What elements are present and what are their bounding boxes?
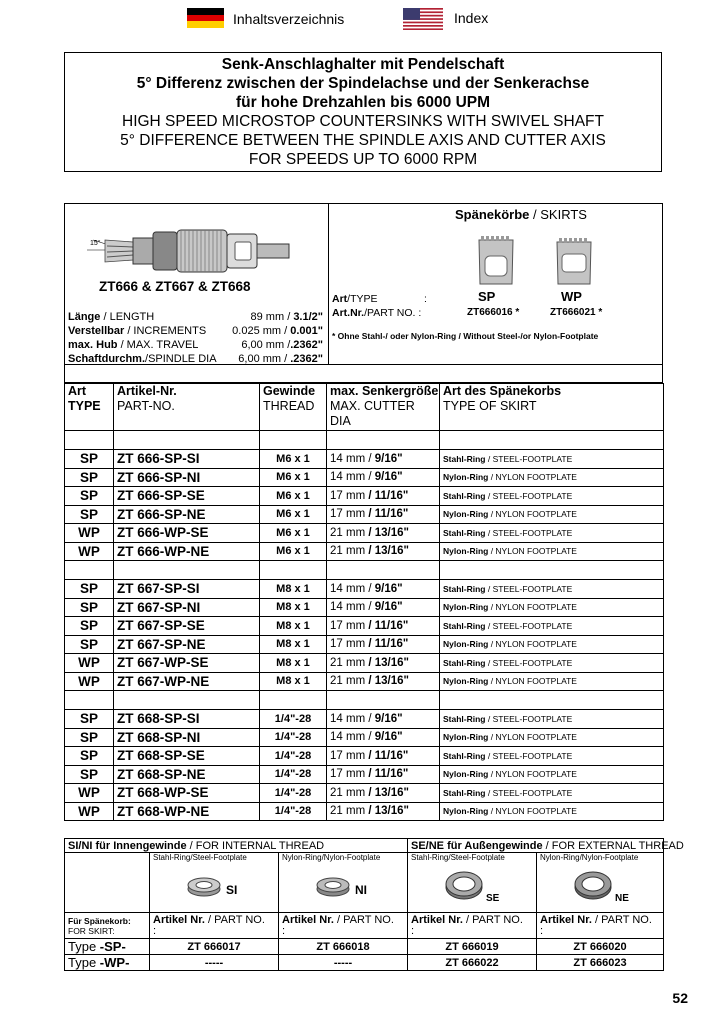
type-cell: SP xyxy=(65,617,114,636)
table-row xyxy=(65,635,664,654)
empty-cell xyxy=(440,691,664,710)
header-type: Art TYPE xyxy=(65,384,114,431)
cutter-dia-cell: 17 mm / 11/16" xyxy=(327,487,440,506)
art-nr-label: Artikel Nr. / PART NO. : xyxy=(279,913,408,939)
skirt-type-cell: Stahl-Ring / STEEL-FOOTPLATE xyxy=(440,524,664,543)
nylon-ring-internal-icon xyxy=(315,875,351,897)
nylon-ring-external-icon xyxy=(573,869,613,901)
skirt-type-cell: Stahl-Ring / STEEL-FOOTPLATE xyxy=(440,710,664,729)
part-cell: ZT 666017 xyxy=(150,939,279,955)
thread-cell: M6 x 1 xyxy=(260,505,327,524)
cutter-dia-cell: 21 mm / 13/16" xyxy=(327,784,440,803)
type-wp-label: Type -WP- xyxy=(65,955,150,971)
cutter-dia-cell: 21 mm / 13/16" xyxy=(327,672,440,691)
art-nr-label: Artikel Nr. / PART NO. : xyxy=(150,913,279,939)
title-line-2: 5° Differenz zwischen der Spindelachse und der Senkerachse xyxy=(136,75,590,92)
spacer-row xyxy=(65,561,664,580)
type-cell: WP xyxy=(65,654,114,673)
thread-cell: 1/4"-28 xyxy=(260,728,327,747)
colon: : xyxy=(424,293,427,305)
skirt-sp-name: SP xyxy=(478,289,496,304)
empty-cell xyxy=(65,561,114,580)
model-names: ZT666 & ZT667 & ZT668 xyxy=(99,279,251,294)
product-panel xyxy=(64,203,663,383)
table-row xyxy=(65,580,664,599)
type-sp-label: Type -SP- xyxy=(65,939,150,955)
footplate-ni: Nylon-Ring/Nylon-Footplate NI xyxy=(279,853,408,913)
thread-cell: M6 x 1 xyxy=(260,524,327,543)
type-cell: WP xyxy=(65,784,114,803)
footplate-ne: Nylon-Ring/Nylon-Footplate NE xyxy=(537,853,664,913)
skirt-type-cell: Nylon-Ring / NYLON FOOTPLATE xyxy=(440,542,664,561)
table-row xyxy=(65,710,664,729)
cutter-dia-cell: 14 mm / 9/16" xyxy=(327,728,440,747)
footplate-si: Stahl-Ring/Steel-Footplate SI xyxy=(150,853,279,913)
table-row xyxy=(65,524,664,543)
steel-ring-external-icon xyxy=(444,869,484,901)
table-row xyxy=(65,505,664,524)
table-row xyxy=(65,598,664,617)
cutter-dia-cell: 17 mm / 11/16" xyxy=(327,765,440,784)
art-type-label: Art/TYPE xyxy=(332,293,378,305)
part-number-cell: ZT 667-SP-NE xyxy=(114,635,260,654)
thread-cell: M6 x 1 xyxy=(260,542,327,561)
type-cell: SP xyxy=(65,505,114,524)
panel-divider xyxy=(328,204,329,364)
skirt-type-cell: Nylon-Ring / NYLON FOOTPLATE xyxy=(440,635,664,654)
internal-thread-heading: SI/NI für Innengewinde / FOR INTERNAL THREAD xyxy=(65,839,408,853)
spec-length-value: 89 mm / 3.1/2" xyxy=(250,311,323,323)
part-number-cell: ZT 666-SP-NE xyxy=(114,505,260,524)
art-nr-label: Artikel Nr. / PART NO. : xyxy=(408,913,537,939)
german-flag-icon[interactable] xyxy=(187,8,224,28)
title-box xyxy=(64,52,662,172)
skirts-title: Spänekörbe / SKIRTS xyxy=(455,207,587,222)
skirt-type-cell: Stahl-Ring / STEEL-FOOTPLATE xyxy=(440,654,664,673)
skirt-type-cell: Nylon-Ring / NYLON FOOTPLATE xyxy=(440,468,664,487)
empty-cell xyxy=(260,431,327,450)
cutter-dia-cell: 17 mm / 11/16" xyxy=(327,747,440,766)
table-row xyxy=(65,654,664,673)
type-cell: SP xyxy=(65,635,114,654)
part-number-cell: ZT 666-WP-SE xyxy=(114,524,260,543)
parts-table xyxy=(64,383,664,821)
skirts-note: * Ohne Stahl-/ oder Nylon-Ring / Without Steel-/or Nylon-Footplate xyxy=(332,331,599,341)
title-line-5: 5° DIFFERENCE BETWEEN THE SPINDLE AXIS AND CUTTER AXIS xyxy=(120,132,606,149)
skirt-type-cell: Nylon-Ring / NYLON FOOTPLATE xyxy=(440,505,664,524)
header-cutter: max. Senkergröße MAX. CUTTER DIA xyxy=(327,384,440,431)
cutter-dia-cell: 17 mm / 11/16" xyxy=(327,505,440,524)
empty-cell xyxy=(65,691,114,710)
type-cell: WP xyxy=(65,542,114,561)
part-number-cell: ZT 666-WP-NE xyxy=(114,542,260,561)
table-row xyxy=(65,450,664,469)
thread-cell: M8 x 1 xyxy=(260,635,327,654)
part-number-cell: ZT 667-WP-NE xyxy=(114,672,260,691)
cutter-dia-cell: 14 mm / 9/16" xyxy=(327,710,440,729)
thread-cell: M8 x 1 xyxy=(260,598,327,617)
part-cell: ZT 666022 xyxy=(408,955,537,971)
spec-spindle-dia-value: 6,00 mm / .2362" xyxy=(238,353,323,365)
cutter-dia-cell: 21 mm / 13/16" xyxy=(327,524,440,543)
angle-label: 15° xyxy=(90,240,101,247)
type-cell: SP xyxy=(65,710,114,729)
type-cell: SP xyxy=(65,487,114,506)
empty-cell xyxy=(327,431,440,450)
type-cell: WP xyxy=(65,524,114,543)
page-number: 52 xyxy=(672,990,688,1006)
empty-cell xyxy=(114,691,260,710)
title-line-3: für hohe Drehzahlen bis 6000 UPM xyxy=(235,94,491,111)
table-row xyxy=(65,487,664,506)
thread-cell: M8 x 1 xyxy=(260,617,327,636)
skirt-sp-part: ZT666016 * xyxy=(467,307,520,318)
part-number-cell: ZT 667-WP-SE xyxy=(114,654,260,673)
spec-increments-value: 0.025 mm / 0.001" xyxy=(232,325,323,337)
spec-spindle-dia: Schaftdurchm./SPINDLE DIA xyxy=(68,353,217,365)
us-flag-icon[interactable] xyxy=(403,8,443,30)
thread-cell: 1/4"-28 xyxy=(260,765,327,784)
table-row xyxy=(65,747,664,766)
header-thread: Gewinde THREAD xyxy=(260,384,327,431)
type-cell: SP xyxy=(65,747,114,766)
skirt-type-cell: Nylon-Ring / NYLON FOOTPLATE xyxy=(440,598,664,617)
part-cell: ZT 666020 xyxy=(537,939,664,955)
cutter-dia-cell: 14 mm / 9/16" xyxy=(327,468,440,487)
skirt-type-cell: Nylon-Ring / NYLON FOOTPLATE xyxy=(440,728,664,747)
table-row xyxy=(65,672,664,691)
thread-cell: M8 x 1 xyxy=(260,580,327,599)
skirt-type-cell: Stahl-Ring / STEEL-FOOTPLATE xyxy=(440,580,664,599)
part-number-cell: ZT 668-SP-SI xyxy=(114,710,260,729)
thread-cell: M6 x 1 xyxy=(260,468,327,487)
type-cell: SP xyxy=(65,468,114,487)
spec-travel-value: 6,00 mm /.2362" xyxy=(241,339,323,351)
part-number-cell: ZT 668-SP-NI xyxy=(114,728,260,747)
thread-cell: 1/4"-28 xyxy=(260,784,327,803)
thread-cell: 1/4"-28 xyxy=(260,747,327,766)
part-cell: ----- xyxy=(279,955,408,971)
part-number-cell: ZT 668-SP-NE xyxy=(114,765,260,784)
type-cell: SP xyxy=(65,598,114,617)
part-cell: ZT 666018 xyxy=(279,939,408,955)
empty-cell xyxy=(440,431,664,450)
skirt-type-cell: Stahl-Ring / STEEL-FOOTPLATE xyxy=(440,450,664,469)
table-row xyxy=(65,617,664,636)
empty-cell xyxy=(260,561,327,580)
part-number-cell: ZT 667-SP-NI xyxy=(114,598,260,617)
type-cell: SP xyxy=(65,765,114,784)
type-cell: SP xyxy=(65,450,114,469)
empty-cell xyxy=(65,853,150,913)
empty-cell xyxy=(65,431,114,450)
header-skirt: Art des Spänekorbs TYPE OF SKIRT xyxy=(440,384,664,431)
cutter-dia-cell: 17 mm / 11/16" xyxy=(327,635,440,654)
part-number-cell: ZT 668-WP-NE xyxy=(114,802,260,821)
spacer-row xyxy=(65,691,664,710)
table-row xyxy=(65,784,664,803)
empty-cell xyxy=(327,561,440,580)
part-number-cell: ZT 666-SP-NI xyxy=(114,468,260,487)
footplate-table xyxy=(64,838,684,971)
empty-cell xyxy=(440,561,664,580)
countersink-tool-image xyxy=(85,220,295,280)
table-row xyxy=(65,802,664,821)
thread-cell: M8 x 1 xyxy=(260,654,327,673)
type-cell: SP xyxy=(65,580,114,599)
table-row xyxy=(65,468,664,487)
toc-link[interactable]: Inhaltsverzeichnis xyxy=(233,11,345,27)
table-row xyxy=(65,542,664,561)
index-link[interactable]: Index xyxy=(454,10,489,26)
thread-cell: M6 x 1 xyxy=(260,487,327,506)
skirt-type-cell: Stahl-Ring / STEEL-FOOTPLATE xyxy=(440,617,664,636)
skirt-type-cell: Stahl-Ring / STEEL-FOOTPLATE xyxy=(440,747,664,766)
empty-cell xyxy=(260,691,327,710)
part-number-cell: ZT 666-SP-SI xyxy=(114,450,260,469)
spec-length: Länge / LENGTH xyxy=(68,311,155,323)
title-line-6: FOR SPEEDS UP TO 6000 RPM xyxy=(248,151,478,168)
cutter-dia-cell: 14 mm / 9/16" xyxy=(327,580,440,599)
thread-cell: 1/4"-28 xyxy=(260,710,327,729)
thread-cell: M6 x 1 xyxy=(260,450,327,469)
part-number-cell: ZT 667-SP-SE xyxy=(114,617,260,636)
partno-label: Art.Nr./PART NO. : xyxy=(332,307,422,319)
spec-increments: Verstellbar / INCREMENTS xyxy=(68,325,207,337)
spec-travel: max. Hub / MAX. TRAVEL xyxy=(68,339,199,351)
footplate-se: Stahl-Ring/Steel-Footplate SE xyxy=(408,853,537,913)
empty-cell xyxy=(114,431,260,450)
table-header xyxy=(65,384,664,431)
part-number-cell: ZT 668-WP-SE xyxy=(114,784,260,803)
part-cell: ZT 666023 xyxy=(537,955,664,971)
thread-cell: 1/4"-28 xyxy=(260,802,327,821)
cutter-dia-cell: 21 mm / 13/16" xyxy=(327,542,440,561)
spacer-row xyxy=(65,431,664,450)
part-number-cell: ZT 668-SP-SE xyxy=(114,747,260,766)
part-cell: ----- xyxy=(150,955,279,971)
table-row xyxy=(65,728,664,747)
skirt-type-cell: Stahl-Ring / STEEL-FOOTPLATE xyxy=(440,784,664,803)
art-nr-label: Artikel Nr. / PART NO. : xyxy=(537,913,664,939)
thread-cell: M8 x 1 xyxy=(260,672,327,691)
header-part: Artikel-Nr. PART-NO. xyxy=(114,384,260,431)
type-cell: SP xyxy=(65,728,114,747)
skirt-type-cell: Nylon-Ring / NYLON FOOTPLATE xyxy=(440,802,664,821)
skirt-type-cell: Stahl-Ring / STEEL-FOOTPLATE xyxy=(440,487,664,506)
external-thread-heading: SE/NE für Außengewinde / FOR EXTERNAL THREAD xyxy=(408,839,664,853)
type-cell: WP xyxy=(65,672,114,691)
type-wp-row xyxy=(65,955,664,971)
title-line-4: HIGH SPEED MICROSTOP COUNTERSINKS WITH SWIVEL SHAFT xyxy=(122,113,604,130)
cutter-dia-cell: 17 mm / 11/16" xyxy=(327,617,440,636)
steel-ring-internal-icon xyxy=(186,875,222,897)
skirt-sp-image xyxy=(475,234,517,289)
cutter-dia-cell: 14 mm / 9/16" xyxy=(327,450,440,469)
empty-cell xyxy=(114,561,260,580)
table-row xyxy=(65,765,664,784)
skirt-type-cell: Nylon-Ring / NYLON FOOTPLATE xyxy=(440,672,664,691)
part-number-cell: ZT 667-SP-SI xyxy=(114,580,260,599)
cutter-dia-cell: 21 mm / 13/16" xyxy=(327,802,440,821)
type-sp-row xyxy=(65,939,664,955)
for-skirt-label: Für Spänekorb: FOR SKIRT: xyxy=(65,913,150,939)
part-cell: ZT 666019 xyxy=(408,939,537,955)
empty-cell xyxy=(327,691,440,710)
type-cell: WP xyxy=(65,802,114,821)
part-number-cell: ZT 666-SP-SE xyxy=(114,487,260,506)
skirt-type-cell: Nylon-Ring / NYLON FOOTPLATE xyxy=(440,765,664,784)
skirt-wp-name: WP xyxy=(561,289,582,304)
title-line-1: Senk-Anschlaghalter mit Pendelschaft xyxy=(221,56,505,73)
cutter-dia-cell: 14 mm / 9/16" xyxy=(327,598,440,617)
cutter-dia-cell: 21 mm / 13/16" xyxy=(327,654,440,673)
skirt-wp-image xyxy=(553,236,595,288)
skirt-wp-part: ZT666021 * xyxy=(550,307,603,318)
